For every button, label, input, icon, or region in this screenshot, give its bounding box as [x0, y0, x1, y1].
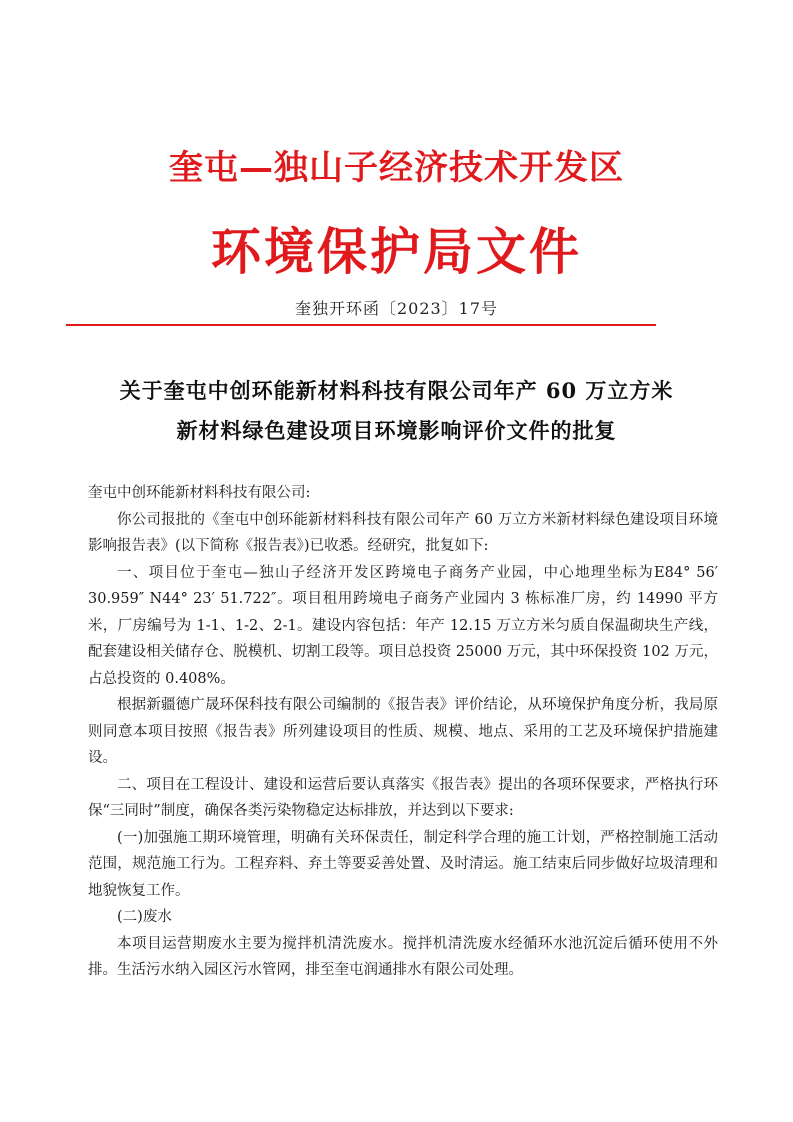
paragraph-requirements: 二、项目在工程设计、建设和运营后要认真落实《报告表》提出的各项环保要求，严格执行环保“三同时”制度，确保各类污染物稳定达标排放，并达到以下要求: — [88, 776, 718, 819]
addressee: 奎屯中创环能新材料科技有限公司: — [88, 485, 311, 501]
document-title-line-2: 新材料绿色建设项目环境影响评价文件的批复 — [176, 418, 617, 443]
red-divider-line — [66, 324, 656, 326]
paragraph-construction-management: (一)加强施工期环境管理，明确有关环保责任，制定科学合理的施工计划，严格控制施工活动范围，规范施工行为。工程弃料、弃土等要妥善处置、及时清运。施工结束后同步做好垃圾清理和地貌恢复工作。 — [88, 829, 718, 899]
paragraph-project-location: 一、项目位于奎屯—独山子经济开发区跨境电子商务产业园，中心地理坐标为E84° 56′ 30.959″ N44° 23′ 51.722″。项目租用跨境电子商务产业园内 3 栋标准厂房，约 14990 平方米，厂房编号为 1-1、1-2、2-1。建设内容包括：年产 12.15 万立方米匀质自保温砌块生产线，配套建设相关储存仓、脱模机、切割工段等。项目总投资 25000 万元，其中环保投资 102 万元，占总投资的 0.408%。 — [88, 564, 718, 687]
document-number: 奎独开环函〔2023〕17号 — [294, 299, 499, 318]
issuing-organization: 奎屯—独山子经济技术开发区 — [169, 148, 624, 188]
paragraph-approval-conclusion: 根据新疆德广晟环保科技有限公司编制的《报告表》评价结论，从环境保护角度分析，我局原则同意本项目按照《报告表》所列建设项目的性质、规模、地点、采用的工艺及环境保护措施建设。 — [88, 697, 718, 766]
document-title-line-1: 关于奎屯中创环能新材料科技有限公司年产 60 万立方米 — [119, 378, 674, 403]
document-body — [88, 480, 718, 984]
paragraph-receipt: 你公司报批的《奎屯中创环能新材料科技有限公司年产 60 万立方米新材料绿色建设项目环境影响报告表》(以下简称《报告表》)已收悉。经研究，批复如下: — [88, 511, 718, 554]
bureau-document-title: 环境保护局文件 — [211, 222, 582, 281]
paragraph-wastewater: 本项目运营期废水主要为搅拌机清洗废水。搅拌机清洗废水经循环水池沉淀后循环使用不外排。生活污水纳入园区污水管网，排至奎屯润通排水有限公司处理。 — [88, 935, 718, 978]
section-heading-wastewater: (二)废水 — [117, 909, 172, 925]
